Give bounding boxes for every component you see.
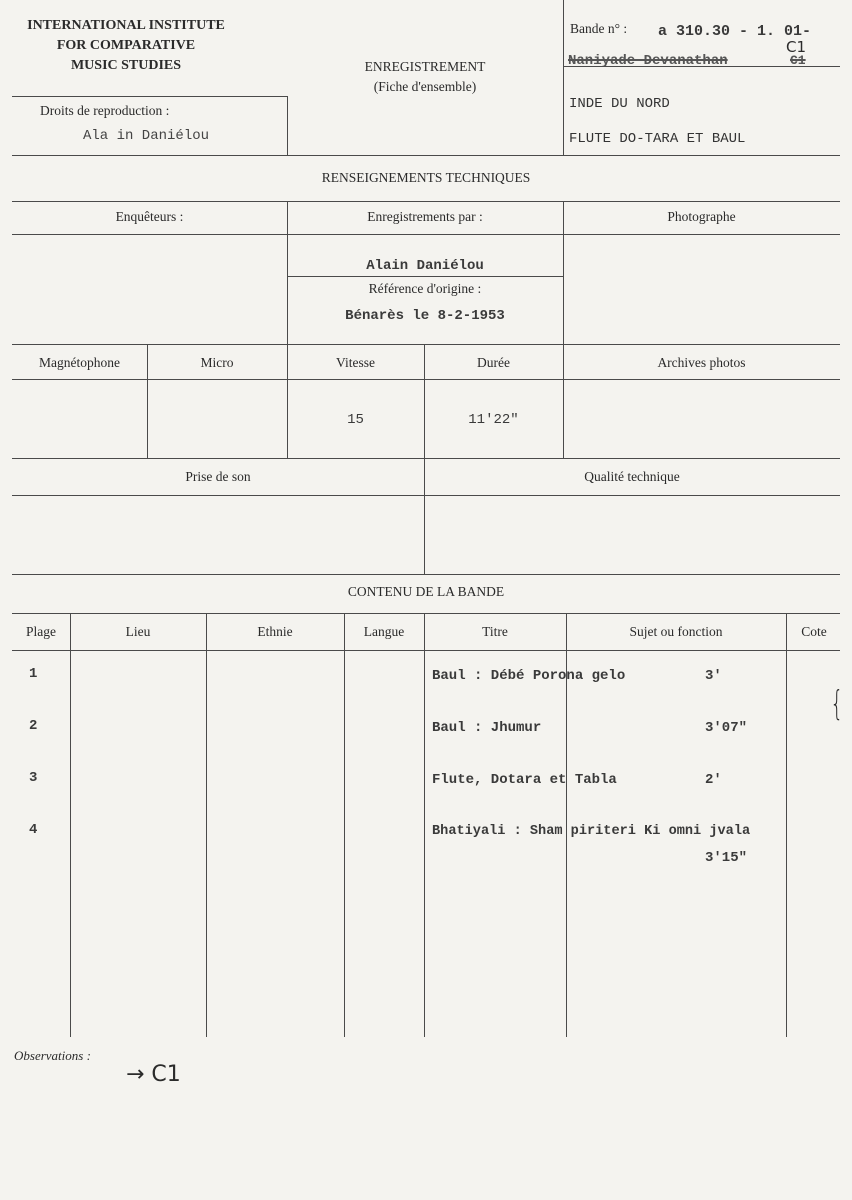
duree-label: Durée — [477, 355, 510, 370]
vitesse-value: 15 — [347, 412, 364, 428]
bande-struck-text: Naniyade Devanathan — [568, 53, 728, 69]
droits-label: Droits de reproduction : — [40, 103, 170, 118]
qualite-technique-label: Qualité technique — [584, 469, 680, 484]
region-line-1: INDE DU NORD — [569, 96, 670, 112]
observations-note: → C1 — [126, 1062, 181, 1087]
col-lieu: Lieu — [125, 624, 151, 639]
archives-photos-label: Archives photos — [657, 355, 746, 370]
col-sujet: Sujet ou fonction — [629, 624, 723, 639]
region-line-2: FLUTE DO-TARA ET BAUL — [569, 131, 746, 147]
form-subtitle: (Fiche d'ensemble) — [373, 79, 477, 94]
institute-line-3: MUSIC STUDIES — [70, 58, 182, 73]
photographe-label: Photographe — [667, 209, 736, 224]
institute-name — [10, 16, 242, 76]
row-duree: 3'07" — [705, 720, 748, 736]
row-titre: Bhatiyali : Sham piriteri Ki omni jvala — [432, 824, 751, 839]
contenu-section-title: CONTENU DE LA BANDE — [347, 584, 505, 599]
institute-line-2: FOR COMPARATIVE — [56, 38, 196, 53]
row-titre: Baul : Jhumur — [432, 720, 542, 736]
bande-handwritten-suffix: C1 — [786, 38, 807, 56]
bande-label: Bande n° : — [570, 21, 628, 36]
form-title: ENREGISTREMENT — [364, 59, 486, 74]
cote-brace-mark: { — [830, 684, 844, 724]
micro-label: Micro — [200, 355, 234, 370]
tech-section-title: RENSEIGNEMENTS TECHNIQUES — [321, 170, 531, 185]
droits-value: Ala in Daniélou — [83, 128, 210, 144]
row-plage: 1 — [29, 666, 38, 682]
observations-label: Observations : — [14, 1048, 91, 1063]
row-plage: 2 — [29, 718, 38, 734]
col-cote: Cote — [801, 624, 827, 639]
row-plage: 4 — [29, 822, 38, 838]
row-duree: 3' — [705, 668, 722, 684]
reference-label: Référence d'origine : — [368, 281, 482, 296]
institute-line-1: INTERNATIONAL INSTITUTE — [27, 18, 225, 33]
row-plage: 3 — [29, 770, 38, 786]
prise-de-son-label: Prise de son — [185, 469, 251, 484]
enregistre-par-value: Alain Daniélou — [366, 258, 484, 274]
reference-value: Bénarès le 8-2-1953 — [345, 308, 505, 324]
magnetophone-label: Magnétophone — [39, 355, 120, 370]
row-duree: 2' — [705, 772, 722, 788]
row-titre: Baul : Débé Porona gelo — [432, 668, 626, 684]
bande-number: a 310.30 - 1. 01- — [658, 23, 812, 40]
vitesse-label: Vitesse — [336, 355, 375, 370]
enregistrements-label: Enregistrements par : — [367, 209, 483, 224]
row-duree: 3'15" — [705, 850, 748, 866]
enqueteurs-label: Enquêteurs : — [115, 209, 184, 224]
bande-struck-suffix: C1 — [790, 53, 806, 68]
row-titre: Flute, Dotara et Tabla — [432, 772, 617, 788]
col-langue: Langue — [363, 624, 405, 639]
col-titre: Titre — [482, 624, 508, 639]
col-plage: Plage — [26, 624, 56, 639]
duree-value: 11'22" — [468, 412, 519, 428]
col-ethnie: Ethnie — [257, 624, 293, 639]
